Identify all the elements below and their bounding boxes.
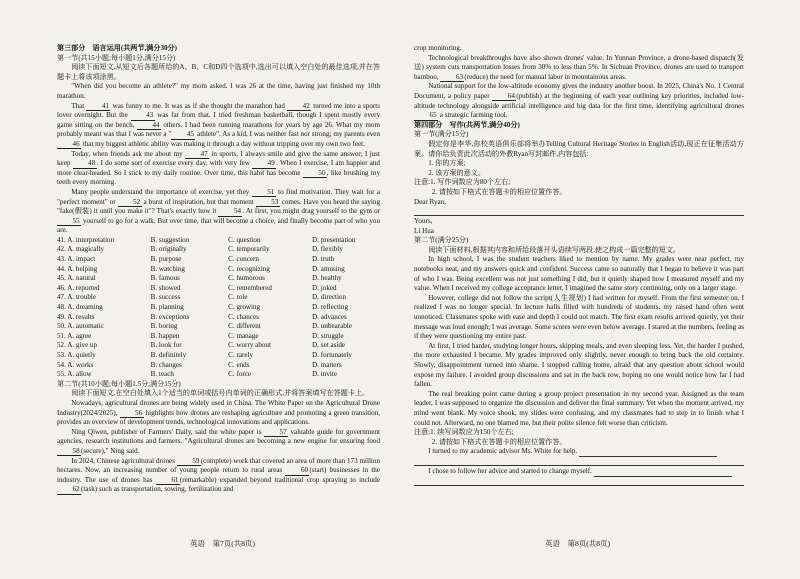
passage-text: a burst of inspiration, but that moment xyxy=(141,197,256,206)
continuation-prompt: I turned to my academic advisor Ms. White for help. xyxy=(414,447,744,457)
section-heading: 第二节(共10小题;每小题1.5分,满分15分) xyxy=(57,379,181,388)
section-heading: 第一节(共15小题;每小题1分,满分15分) xyxy=(57,53,176,62)
passage-text: to find motivation. They wait for a "perfect moment" or xyxy=(57,187,381,206)
passage-paragraph xyxy=(57,102,380,150)
passage-text: (task) such as transportation, sowing, fertilization and xyxy=(81,485,234,494)
option-choice: 48. A. dreaming xyxy=(57,303,103,312)
writing-line xyxy=(579,456,717,457)
option-row xyxy=(57,332,380,342)
passage-text: (reduce) the need for manual labor in mountainous areas. xyxy=(464,72,627,81)
option-choice: C. humorous xyxy=(228,274,265,283)
option-row xyxy=(57,313,380,323)
note: 2. 请按如下格式在答题卡的相应位置作答。 xyxy=(431,187,567,196)
option-choice: B. suggestion xyxy=(150,235,190,244)
passage-text: Nowadays, agricultural drones are being widely used in China. The White Paper on the Agricultural Drone Industry(2024/2025), xyxy=(57,398,380,417)
story-paragraph: In high school, I was the student teachers liked to mention by name. My grades were near perfect, my notebooks neat, and my answers quick and confident. Success came so naturally that I began to believe it was part of who I was. Being excellent was not just something I did, but it quietly shaped how I measured myself and my value. When I received my college acceptance letter, I imagined the same story continuing, only on a larger stage. xyxy=(414,255,744,293)
option-choice: 41. A. interpretation xyxy=(57,235,115,244)
passage-text: Many people understand the importance of exercise, yet they xyxy=(71,187,252,196)
passage-grammar xyxy=(57,399,380,495)
section-heading: 第一节(满分15分) xyxy=(414,130,469,139)
blank-number: 47 xyxy=(185,150,209,160)
passage-text: others. I had been running marathons for years by age 26. What my mom probably meant was that I was never a " xyxy=(57,120,380,139)
options-table xyxy=(57,236,380,380)
option-choice: C. chances xyxy=(228,312,259,321)
blank-number: 59 xyxy=(177,457,201,467)
passage-text: (remarkable) expanded beyond traditional crop spraying to include xyxy=(179,475,380,484)
option-choice: C. question xyxy=(228,235,261,244)
option-row xyxy=(57,274,380,284)
passage-text: Ning Qiwen, publisher of Farmers' Daily, said the white paper is xyxy=(71,427,264,436)
option-choice: D. struggle xyxy=(312,331,344,340)
option-choice: D. unbearable xyxy=(312,322,352,331)
passage-text: (start) businesses in the industry. The use of drones has xyxy=(57,466,380,484)
passage-text: was far from that. I tried freshman basketball, though I spent mostly every game sitting on the bench, xyxy=(57,111,381,129)
option-row xyxy=(57,303,380,313)
right-page xyxy=(414,44,744,487)
continuation-prompt: I chose to follow her advice and started to change myself. xyxy=(414,467,744,477)
option-choice: C. ends xyxy=(228,360,250,369)
greeting: Dear Ryan, xyxy=(414,197,447,206)
option-choice: 46. A. reported xyxy=(57,283,100,292)
option-choice: 49. A. results xyxy=(57,312,95,321)
signature-closing: Yours, xyxy=(414,217,433,226)
note: 注意:1. 写作词数应为80个左右; xyxy=(414,178,511,187)
option-choice: B. changes xyxy=(150,360,182,369)
passage-text: . When I exercise, I am happier and more clear-headed. So I stick to my daily routine. Over time, this habit has become xyxy=(57,159,380,177)
blank-number: 44 xyxy=(137,121,161,131)
blank-number: 41 xyxy=(86,102,110,112)
option-choice: D. joked xyxy=(312,283,337,292)
option-choice: 43. A. impact xyxy=(57,255,96,264)
option-row xyxy=(57,236,380,246)
passage-text: highlights how drones are reshaping agriculture and promoting a green transition, provides an overview of development trends, technological innovations and applications. xyxy=(57,408,381,427)
option-choice: D. healthy xyxy=(312,274,342,283)
option-choice: D. matters xyxy=(312,360,342,369)
passage-text: was funny to me. It was as if she thought the marathon had xyxy=(110,101,288,110)
option-choice: D. direction xyxy=(312,293,347,302)
passage-text: yourself to go for a walk. But over time, that will become a choice, and finally become part of who you are. xyxy=(57,216,380,235)
option-row xyxy=(57,322,380,332)
left-page xyxy=(57,44,380,495)
note: 2. 请按如下格式在答题卡的相应位置作答。 xyxy=(431,437,567,446)
passage-text: . I do some sort of exercise every day, with very few xyxy=(96,159,253,168)
option-choice: D. presentation xyxy=(312,235,356,244)
signature-name: Li Hua xyxy=(414,226,434,235)
passage-paragraph xyxy=(57,188,380,236)
passage-paragraph xyxy=(57,150,380,188)
section-heading: 第二节(满分25分) xyxy=(414,236,469,245)
option-choice: D. flexibly xyxy=(312,245,343,254)
option-choice: B. originally xyxy=(150,245,187,254)
option-choice: C. remembered xyxy=(228,283,272,292)
option-choice: 51. A. agree xyxy=(57,331,92,340)
writing-line xyxy=(414,207,744,216)
blank-number: 43 xyxy=(131,111,155,121)
option-choice: D. advances xyxy=(312,312,347,321)
option-row xyxy=(57,293,380,303)
blank-number: 57 xyxy=(264,428,288,438)
passage-text: . At first, you might drag yourself to the gym or xyxy=(242,207,380,216)
story-paragraph: However, college did not follow the script(人生规划) I had written for myself. From the first semester on, I realized I was no longer special. In lecture halls filled with hundreds of students, my raised hand often went unnoticed. Classmates spoke with ease and depth I could not match. The first exam results arrived quietly, yet their message was loud enough; I was average. Some scores were even below average. I stared at the numbers, feeling as if they were questioning my entire past. xyxy=(414,293,744,341)
passage-text: (complete) work that covered an area of more than 173 million hectares. Now, an increasing number of young people return to rural areas xyxy=(57,456,380,475)
point: 1. 你的方案; xyxy=(428,159,466,168)
option-choice: D. fortunately xyxy=(312,351,352,359)
passage-text: athlete". As a kid, I was neither fast nor strong; my parents even xyxy=(195,130,380,139)
passage-text: that my biggest athletic ability was making it through a day without tripping over my own two feet. xyxy=(81,139,365,148)
page-footer: 英语 第8页(共8页) xyxy=(545,539,610,548)
passage-cloze xyxy=(57,82,380,236)
blank-number: 61 xyxy=(156,476,180,486)
instructions: 假定你是李华,你校英语俱乐部将举办Telling Cultural Heritage Stories in English活动,现正在征集活动方案。请你给负责此次活动的外教Ryan写封邮件,内容包括: xyxy=(414,139,744,158)
option-choice: 44. A. helping xyxy=(57,264,98,273)
option-choice: C. growing xyxy=(228,303,261,312)
passage-text: turned me into a sports lover overnight. But the xyxy=(57,101,380,120)
blank-number: 45 xyxy=(171,130,195,140)
option-choice: 55. A. allow xyxy=(57,370,92,379)
passage-text: crop monitoring. xyxy=(414,44,462,52)
option-row xyxy=(57,265,380,275)
blank-number: 46 xyxy=(57,140,81,150)
blank-number: 63 xyxy=(440,73,464,83)
option-row xyxy=(57,245,380,255)
blank-number: 58 xyxy=(57,447,81,457)
passage-text: In 2024, Chinese agricultural drones xyxy=(71,456,177,465)
passage-text: comes. Have you heard the saying "fake(假装) it until you make it"? That's exactly how it xyxy=(57,197,381,216)
option-choice: D. invite xyxy=(312,370,337,379)
passage-text: Today, when friends ask me about my xyxy=(71,149,186,158)
option-choice: C. recognizing xyxy=(228,264,270,273)
writing-line xyxy=(414,477,744,486)
blank-number: 54 xyxy=(218,207,242,217)
option-choice: C. different xyxy=(228,322,261,331)
passage-paragraph xyxy=(414,54,744,83)
option-choice: C. manage xyxy=(228,331,259,340)
blank-number: 55 xyxy=(57,217,81,227)
blank-number: 62 xyxy=(57,485,81,495)
option-choice: B. planning xyxy=(150,303,184,312)
blank-number: 64 xyxy=(492,92,516,102)
passage-text: "When did you become an athlete?" my mom asked. I was 26 at the time, having just finished my 10th marathon. xyxy=(57,82,380,100)
passage-paragraph xyxy=(57,82,380,101)
option-choice: B. boring xyxy=(150,322,178,331)
page-footer: 英语 第7页(共8页) xyxy=(190,539,255,548)
option-choice: B. happen xyxy=(150,331,180,340)
option-choice: B. purpose xyxy=(150,255,182,264)
passage-text: Technological breakthroughs have also shown drones' value. In Yunnan Province, a drone-based dispatch(发送) system cuts transportation losses from 30% to less than 5%. In Sichuan Province, drones are used to transport bamboo, xyxy=(414,53,744,81)
option-choice: 42. A. magically xyxy=(57,245,104,254)
blank-number: 42 xyxy=(287,102,311,112)
option-choice: D. set aside xyxy=(312,341,346,350)
option-choice: 50. A. automatic xyxy=(57,322,104,331)
option-choice: 52. A. give up xyxy=(57,341,97,350)
option-row xyxy=(57,370,380,380)
option-choice: B. famous xyxy=(150,274,180,283)
option-row xyxy=(57,341,380,351)
passage-text: National support for the low-altitude economy gives the industry another boost. In 2025, China's No. 1 Central Document, a policy paper xyxy=(414,82,744,100)
option-choice: 53. A. quietly xyxy=(57,351,96,359)
passage-grammar-cont xyxy=(414,44,744,121)
passage-paragraph xyxy=(57,399,380,428)
passage-paragraph xyxy=(57,457,380,495)
passage-text: in sports, I always smile and give the same answer; I just keep xyxy=(57,149,380,168)
instructions: 阅读下面短文,在空白处填入1个适当的单词或括号内单词的正确形式,并将答案填写在答题卡上。 xyxy=(71,389,370,398)
passage-text: valuable guide for government agencies, research institutions and farmers. "Agricultural drones are becoming a new engine for ensuring food xyxy=(57,427,380,446)
blank-number: 60 xyxy=(285,466,309,476)
option-row xyxy=(57,255,380,265)
note: 注意:1. 续写词数应为150个左右; xyxy=(414,428,514,437)
part-title: 第四部分 写作(共两节,满分40分) xyxy=(414,120,520,129)
passage-paragraph xyxy=(414,82,744,120)
blank-number: 53 xyxy=(256,198,280,208)
option-choice: B. look for xyxy=(150,341,182,350)
blank-number: 50 xyxy=(303,169,327,179)
passage-paragraph xyxy=(414,44,744,54)
option-choice: C. rarely xyxy=(228,351,253,359)
point: 2. 该方案的意义。 xyxy=(428,168,485,177)
instructions: 阅读下面短文,从短文后各题所给的A、B、C和D四个选项中,选出可以填入空白处的最佳选项,并在答题卡上将该项涂黑。 xyxy=(57,63,380,81)
blank-number: 52 xyxy=(118,198,142,208)
option-choice: B. showed xyxy=(150,283,181,292)
option-row xyxy=(57,361,380,371)
option-choice: B. watching xyxy=(150,264,185,273)
option-choice: C. force xyxy=(228,370,252,379)
option-choice: D. truth xyxy=(312,255,335,264)
option-row xyxy=(57,284,380,294)
passage-text: a strategic farming tool. xyxy=(438,111,508,120)
blank-number: 56 xyxy=(120,409,144,419)
writing-line xyxy=(594,476,732,477)
option-choice: 54. A. works xyxy=(57,360,94,369)
writing-line xyxy=(414,457,744,466)
option-choice: 47. A. trouble xyxy=(57,293,97,302)
option-choice: B. exceptions xyxy=(150,312,190,321)
option-choice: B. success xyxy=(150,293,181,302)
option-choice: C. temporarily xyxy=(228,245,270,254)
blank-number: 65 xyxy=(414,111,438,121)
option-choice: 45. A. natural xyxy=(57,274,96,283)
passage-text: That xyxy=(71,101,87,110)
passage-text: (publish) at the beginning of each year outlining key priorities, included low-altitude technology alongside artificial intelligence and big data for the first time, identifying agricultural drones xyxy=(414,91,744,110)
option-choice: B. teach xyxy=(150,370,174,379)
blank-number: 49 xyxy=(252,159,276,169)
option-row xyxy=(57,351,380,361)
passage-text: (secure)," Ning said. xyxy=(81,446,140,455)
passage-text: , like brushing my teeth every morning. xyxy=(57,168,380,187)
option-choice: D. reflecting xyxy=(312,303,348,312)
blank-number: 51 xyxy=(252,188,276,198)
instructions: 阅读下面材料,根据其内容和所给段落开头语续写两段,使之构成一篇完整的短文。 xyxy=(428,245,681,254)
story-paragraph: At first, I tried harder, studying longer hours, skipping meals, and even sleeping less. Yet, the harder I pushed, the more exhausted I became. My grades improved only slightly, never enough to bring back the old certainty. Slowly, disappointment turned into shame. I stopped calling home, afraid that any question about school would expose my failure. I avoided group discussions and sat in the back row, hoping no one would notice how far I had fallen. xyxy=(414,341,744,389)
part-title: 第三部分 语言运用(共两节,满分30分) xyxy=(57,44,177,52)
story-paragraph: The real breaking point came during a group project presentation in my second year. Assigned as the team leader, I was supposed to organize the discussion and deliver the final summary. Yet when the moment arrived, my mind went blank. My voice shook, my slides were confusing, and my classmates had to step in to finish what I could not. Afterward, no one blamed me, but their polite silence felt worse than criticism. xyxy=(414,389,744,427)
option-choice: C. worry about xyxy=(228,341,271,350)
blank-number: 48 xyxy=(73,159,97,169)
passage-paragraph xyxy=(57,428,380,457)
option-choice: C. role xyxy=(228,293,248,302)
option-choice: B. definitely xyxy=(150,351,187,359)
option-choice: C. concern xyxy=(228,255,259,264)
option-choice: D. amusing xyxy=(312,264,345,273)
